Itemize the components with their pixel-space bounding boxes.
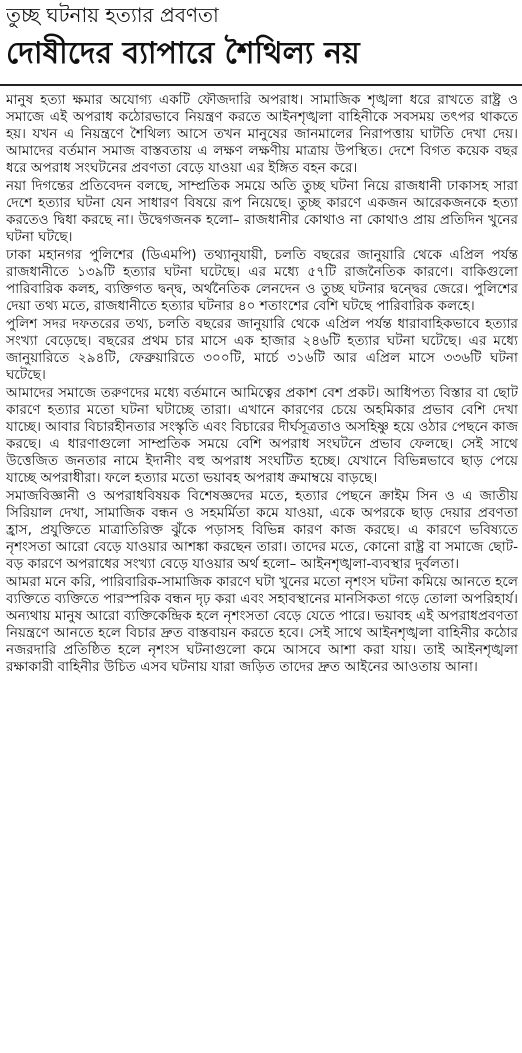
article-paragraph-3: ঢাকা মহানগর পুলিশের (ডিএমপি) তথ্যানুযায়ী, চলতি বছরের জানুয়ারি থেকে এপ্রিল পর্যন্ত রাজধানীতে ১৩৯টি হত্যার ঘটনা ঘটেছে। এর মধ্যে ৫৭টি রাজনৈতিক কারণে। বাকিগুলো পারিবারিক কলহ, ব্যক্তিগত দ্বন্দ্ব, অর্থনৈতিক লেনদেন ও তুচ্ছ ঘটনার দ্বন্দ্বের জেরে। পুলিশের দেয়া তথ্য মতে, রাজধানীতে হত্যার ঘটনার ৪০ শতাংশের বেশি ঘটছে পারিবারিক কলহে। (6, 247, 518, 314)
headline-divider (0, 84, 522, 86)
article-paragraph-7: আমরা মনে করি, পারিবারিক-সামাজিক কারণে ঘটা খুনের মতো নৃশংস ঘটনা কমিয়ে আনতে হলে ব্যক্তিতে ব্যক্তিতে পারস্পরিক বন্ধন দৃঢ় করা এবং সহাবস্থানের মানসিকতা গড়ে তোলা অপরিহার্য। অন্যথায় মানুষ আরো ব্যক্তিকেন্দ্রিক হলে নৃশংসতা বেড়ে যেতে পারে। ভয়াবহ এই অপরাধপ্রবণতা নিয়ন্ত্রণে আনতে হলে বিচার দ্রুত বাস্তবায়ন করতে হবে। সেই সাথে আইনশৃঙ্খলা বাহিনীর কঠোর নজরদারি প্রতিষ্ঠিত হলে নৃশংস ঘটনাগুলো কমে আসবে আশা করা যায়। তাই আইনশৃঙ্খলা রক্ষাকারী বাহিনীর উচিত এসব ঘটনায় যারা জড়িত তাদের দ্রুত আইনের আওতায় আনা। (6, 574, 518, 675)
article-paragraph-5: আমাদের সমাজে তরুণদের মধ্যে বর্তমানে আমিত্বের প্রকাশ বেশ প্রকট। আধিপত্য বিস্তার বা ছোট কারণে হত্যার মতো ঘটনা ঘটাচ্ছে তারা। এখানে কারণের চেয়ে অহমিকার প্রভাব বেশি দেখা যাচ্ছে। আবার বিচারহীনতার সংস্কৃতি এবং বিচারের দীর্ঘসূত্রতাও অসহিষ্ণু হয়ে ওঠার পেছনে কাজ করছে। এ ধারণাগুলো সাম্প্রতিক সময়ে বেশি অপরাধ সংঘটনে প্রভাব ফেলছে। সেই সাথে উত্তেজিত জনতার নামে ইদানীং বহু অপরাধ সংঘটিত হচ্ছে। যেখানে বিভিন্নভাবে ছাড় পেয়ে যাচ্ছে অপরাধীরা। ফলে হত্যার মতো ভয়াবহ অপরাধ ক্রমাম্বয়ে বাড়ছে। (6, 385, 518, 486)
article-headline: দোষীদের ব্যাপারে শৈথিল্য নয় (6, 36, 360, 71)
article-paragraph-4: পুলিশ সদর দফতরের তথ্য, চলতি বছরের জানুয়ারি থেকে এপ্রিল পর্যন্ত ধারাবাহিকভাবে হত্যার সংখ্যা বেড়েছে। বছরের প্রথম চার মাসে এক হাজার ২৪৬টি হত্যার ঘটনা ঘটেছে। এর মধ্যে জানুয়ারিতে ২৯৪টি, ফেব্রুয়ারিতে ৩০০টি, মার্চে ৩১৬টি আর এপ্রিল মাসে ৩৩৬টি ঘটনা ঘটেছে। (6, 316, 518, 383)
article-body (6, 92, 518, 1050)
article-paragraph-6: সমাজবিজ্ঞানী ও অপরাধবিষয়ক বিশেষজ্ঞদের মতে, হত্যার পেছনে ক্রাইম সিন ও এ জাতীয় সিরিয়াল দেখা, সামাজিক বন্ধন ও সহমর্মিতা কমে যাওয়া, একে অপরকে ছাড় দেয়ার প্রবণতা হ্রাস, প্রযুক্তিতে মাত্রাতিরিক্ত ঝুঁকে পড়াসহ বিভিন্ন কারণ কাজ করছে। এ কারণে ভবিষ্যতে নৃশংসতা আরো বেড়ে যাওয়ার আশঙ্কা করছেন তারা। তাদের মতে, কোনো রাষ্ট্র বা সমাজে ছোট-বড় কারণে অপরাধের সংখ্যা বেড়ে যাওয়ার অর্থ হলো– আইনশৃঙ্খলা-ব্যবস্থার দুর্বলতা। (6, 488, 518, 572)
article-paragraph-2: নয়া দিগন্তের প্রতিবেদন বলছে, সাম্প্রতিক সময়ে অতি তুচ্ছ ঘটনা নিয়ে রাজধানী ঢাকাসহ সারা দেশে হত্যার ঘটনা যেন সাধারণ বিষয়ে রূপ নিয়েছে। তুচ্ছ কারণে একজন আরেকজনকে হত্যা করতেও দ্বিধা করছে না। উদ্বেগজনক হলো– রাজধানীর কোথাও না কোথাও প্রায় প্রতিদিন খুনের ঘটনা ঘটছে। (6, 178, 518, 245)
article-kicker: তুচ্ছ ঘটনায় হত্যার প্রবণতা (6, 3, 219, 27)
article-paragraph-1: মানুষ হত্যা ক্ষমার অযোগ্য একটি ফৌজদারি অপরাধ। সামাজিক শৃঙ্খলা ধরে রাখতে রাষ্ট্র ও সমাজে এই অপরাধ কঠোরভাবে নিয়ন্ত্রণ করতে আইনশৃঙ্খলা বাহিনীকে সবসময় তৎপর থাকতে হয়। যখন এ নিয়ন্ত্রণে শৈথিল্য আসে তখন মানুষের জানমালের নিরাপত্তায় ঘাটতি দেখা দেয়। আমাদের বর্তমান সমাজ বাস্তবতায় এ লক্ষণ লক্ষণীয় মাত্রায় উপস্থিত। দেশে বিগত কয়েক বছর ধরে অপরাধ সংঘটনের প্রবণতা বেড়ে যাওয়া এর ইঙ্গিত বহন করে। (6, 92, 518, 176)
